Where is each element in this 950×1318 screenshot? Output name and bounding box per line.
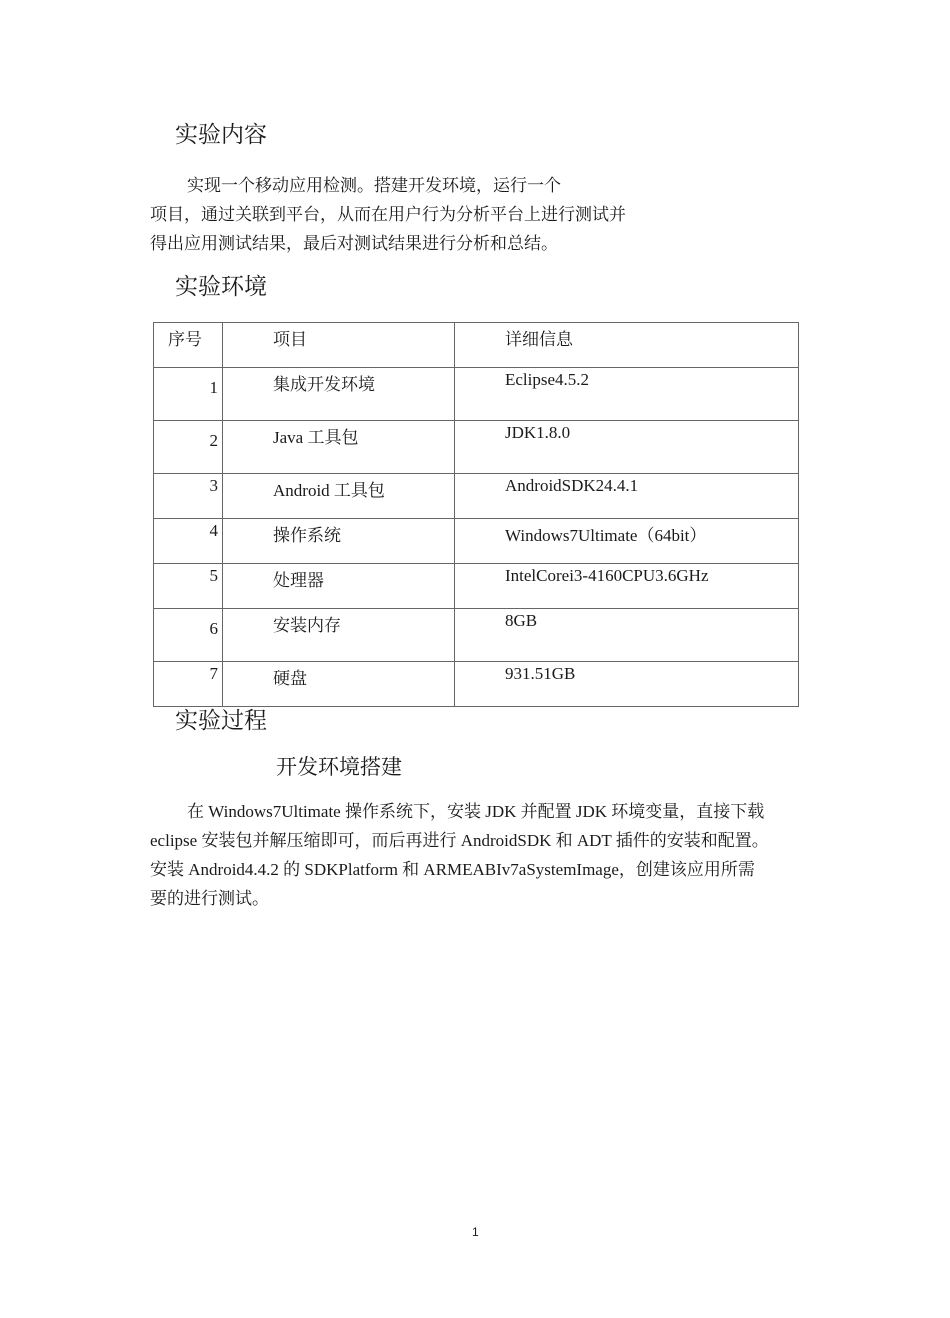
row-item: Java 工具包 bbox=[223, 421, 455, 474]
row-info: JDK1.8.0 bbox=[455, 421, 799, 474]
table-row bbox=[154, 368, 799, 421]
row-no: 3 bbox=[154, 474, 223, 519]
row-info: AndroidSDK24.4.1 bbox=[455, 474, 799, 519]
row-info: Eclipse4.5.2 bbox=[455, 368, 799, 421]
setup-line: 安装 Android4.4.2 的 SDKPlatform 和 ARMEABIv7aSystemImage，创建该应用所需 bbox=[150, 860, 755, 879]
table-row bbox=[154, 662, 799, 707]
environment-heading: 实验环境 bbox=[175, 274, 267, 299]
page-number: 1 bbox=[472, 1225, 479, 1239]
row-no: 1 bbox=[154, 368, 223, 421]
intro-line: 实现一个移动应用检测。搭建开发环境，运行一个 bbox=[187, 176, 561, 195]
row-no: 4 bbox=[154, 519, 223, 564]
intro-line: 项目，通过关联到平台，从而在用户行为分析平台上进行测试并 bbox=[150, 205, 626, 224]
row-info: 8GB bbox=[455, 609, 799, 662]
row-item: 处理器 bbox=[223, 564, 455, 609]
row-item: Android 工具包 bbox=[223, 474, 455, 519]
row-no: 6 bbox=[154, 609, 223, 662]
header-no: 序号 bbox=[154, 323, 223, 368]
setup-line: eclipse 安装包并解压缩即可，而后再进行 AndroidSDK 和 ADT 插件的安装和配置。 bbox=[150, 831, 769, 850]
setup-paragraph bbox=[150, 797, 840, 913]
table-header-row bbox=[154, 323, 799, 368]
row-info: Windows7Ultimate（64bit） bbox=[455, 519, 799, 564]
header-item: 项目 bbox=[223, 323, 455, 368]
table-row bbox=[154, 564, 799, 609]
table-row bbox=[154, 609, 799, 662]
process-subheading: 开发环境搭建 bbox=[276, 755, 402, 779]
setup-line: 要的进行测试。 bbox=[150, 889, 269, 908]
row-no: 7 bbox=[154, 662, 223, 707]
setup-line: 在 Windows7Ultimate 操作系统下，安装 JDK 并配置 JDK 环境变量，直接下载 bbox=[187, 802, 765, 821]
row-item: 集成开发环境 bbox=[223, 368, 455, 421]
row-no: 2 bbox=[154, 421, 223, 474]
row-info: IntelCorei3-4160CPU3.6GHz bbox=[455, 564, 799, 609]
row-item: 操作系统 bbox=[223, 519, 455, 564]
row-no: 5 bbox=[154, 564, 223, 609]
row-info: 931.51GB bbox=[455, 662, 799, 707]
row-item: 安装内存 bbox=[223, 609, 455, 662]
environment-table bbox=[153, 322, 799, 707]
table-row bbox=[154, 421, 799, 474]
content-heading: 实验内容 bbox=[175, 122, 267, 147]
table-row bbox=[154, 519, 799, 564]
table-row bbox=[154, 474, 799, 519]
intro-line: 得出应用测试结果，最后对测试结果进行分析和总结。 bbox=[150, 234, 558, 253]
header-info: 详细信息 bbox=[455, 323, 799, 368]
process-heading: 实验过程 bbox=[175, 708, 267, 733]
row-item: 硬盘 bbox=[223, 662, 455, 707]
intro-paragraph bbox=[150, 171, 710, 258]
